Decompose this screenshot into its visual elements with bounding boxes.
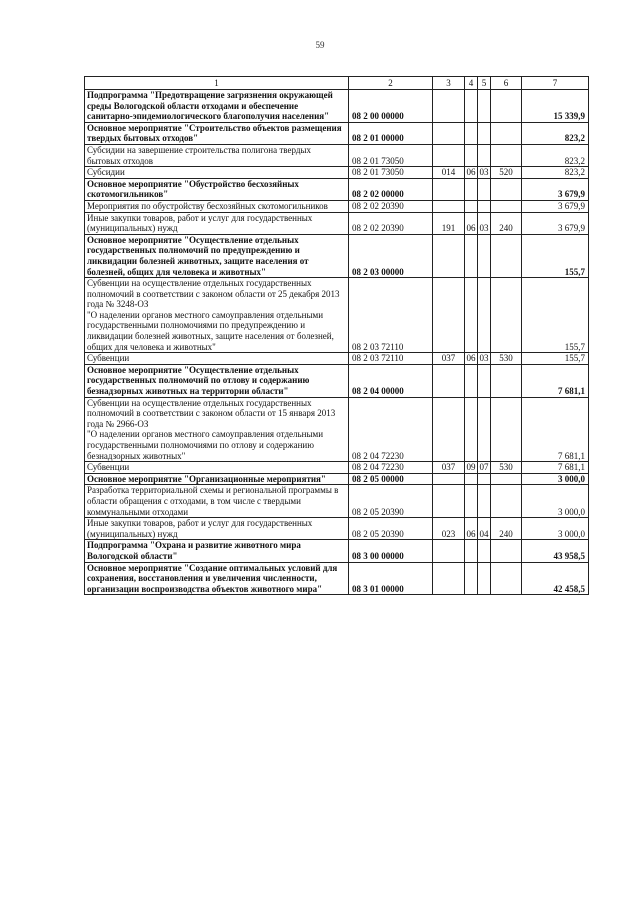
row-expense-type-cell: 530: [491, 353, 522, 365]
row-name-cell: Субвенции: [85, 353, 349, 365]
row-amount-cell: 7 681,1: [522, 397, 589, 462]
row-name-cell: Субвенции на осуществление отдельных государственных полномочий в соответствии с законом области от 15 января 2013 года № 2966-ОЗ "О наделении органов местного самоуправления отдельными государственными полномочиями по отлову и содержанию безнадзорных животных": [85, 397, 349, 462]
row-section-code-cell: [465, 278, 478, 353]
row-csr-code-cell: 08 2 01 00000: [349, 122, 433, 144]
row-name-cell: Основное мероприятие "Создание оптимальных условий для сохранения, восстановления и увеличения численности, организации воспроизводства объектов животного мира": [85, 562, 349, 595]
row-subsection-code-cell: [478, 144, 491, 166]
row-csr-code-cell: 08 2 05 20390: [349, 485, 433, 518]
row-subsection-code-cell: 03: [479, 167, 489, 178]
row-grbs-code-cell: [433, 540, 465, 562]
row-amount-cell: 43 958,5: [522, 540, 589, 562]
row-name-cell: Субвенции: [85, 462, 349, 474]
row-section-code-cell: [465, 122, 478, 144]
row-section-code-cell: [465, 473, 478, 485]
row-section-code-cell: [465, 562, 478, 595]
table-row: [85, 278, 589, 353]
row-name-cell: Основное мероприятие "Осуществление отдельных государственных полномочий по предупреждению и ликвидации болезней животных, защите населения от болезней, общих для человека и животных": [85, 234, 349, 277]
header-cell-7: 7: [522, 77, 589, 90]
row-expense-type-cell: [491, 540, 522, 562]
row-name-cell: Субсидии на завершение строительства полигона твердых бытовых отходов: [85, 144, 349, 166]
table-row: [85, 540, 589, 562]
row-expense-type-cell: 240: [491, 212, 522, 234]
table-row: [85, 212, 589, 234]
table-row: [85, 178, 589, 200]
row-grbs-code-cell: [433, 397, 465, 462]
header-cell-4: 4: [465, 77, 478, 90]
row-expense-type-cell: [491, 397, 522, 462]
row-subsection-code-cell: 03: [478, 212, 491, 234]
page-number: 59: [315, 40, 325, 50]
header-cell-6: 6: [491, 77, 522, 90]
row-csr-code-cell: 08 2 04 00000: [349, 364, 433, 397]
row-subsection-code-cell: 04: [478, 518, 491, 540]
row-csr-code-cell: 08 2 02 20390: [349, 212, 433, 234]
row-amount-cell: 823,2: [522, 144, 589, 166]
row-grbs-code-cell: [433, 562, 465, 595]
row-name-cell: Иные закупки товаров, работ и услуг для государственных (муниципальных) нужд: [85, 212, 349, 234]
row-section-code-cell: [465, 397, 478, 462]
row-amount-cell: 155,7: [522, 278, 589, 353]
row-subsection-code-cell: [478, 562, 491, 595]
table-row: [85, 485, 589, 518]
row-section-code-cell: 06: [465, 518, 478, 540]
row-section-code-cell: [465, 364, 478, 397]
row-name-cell: Разработка территориальной схемы и региональной программы в области обращения с отходами, в том числе с твердыми коммунальными отходами: [85, 485, 349, 518]
row-expense-type-cell: 520: [491, 167, 522, 179]
row-expense-type-cell: [491, 144, 522, 166]
row-subsection-code-cell: [478, 122, 491, 144]
row-name-cell: Подпрограмма "Предотвращение загрязнения окружающей среды Вологодской области отходами и обеспечение санитарно-эпидемиологического благополучия населения": [85, 90, 349, 123]
row-subsection-code-cell: [478, 540, 491, 562]
row-name-cell: Иные закупки товаров, работ и услуг для государственных (муниципальных) нужд: [85, 518, 349, 540]
row-amount-cell: 3 679,9: [522, 212, 589, 234]
row-name-cell: Основное мероприятие "Строительство объектов размещения твердых бытовых отходов": [85, 122, 349, 144]
row-grbs-code-cell: [433, 122, 465, 144]
row-csr-code-cell: 08 3 00 00000: [349, 540, 433, 562]
table-row: [85, 122, 589, 144]
row-grbs-code-cell: [433, 90, 465, 123]
table-row: [85, 144, 589, 166]
row-expense-type-cell: [491, 234, 522, 277]
row-csr-code-cell: 08 2 00 00000: [349, 90, 433, 123]
row-csr-code-cell: 08 2 02 00000: [349, 178, 433, 200]
row-grbs-code-cell: [433, 364, 465, 397]
row-subsection-code-cell: [478, 90, 491, 123]
row-expense-type-cell: [491, 278, 522, 353]
row-grbs-code-cell: 037: [433, 353, 465, 365]
row-subsection-code-cell: 07: [479, 462, 489, 473]
row-subsection-code-cell: [478, 178, 491, 200]
table-row: [85, 473, 589, 485]
row-csr-code-cell: 08 2 04 72230: [349, 462, 433, 474]
row-section-code-cell: [465, 90, 478, 123]
row-name-cell: Основное мероприятие "Организационные мероприятия": [85, 473, 349, 485]
row-subsection-code-cell: [478, 473, 491, 485]
row-amount-cell: 3 000,0: [522, 518, 589, 540]
header-cell-1: 1: [85, 77, 349, 90]
row-section-code-cell: 06: [465, 212, 478, 234]
row-expense-type-cell: 530: [491, 462, 522, 474]
row-section-code-cell: [465, 200, 478, 212]
header-cell-2: 2: [349, 77, 433, 90]
row-section-code-cell: [465, 144, 478, 166]
row-expense-type-cell: 240: [491, 518, 522, 540]
row-subsection-code-cell: [478, 364, 491, 397]
row-subsection-code-cell: 03: [479, 353, 489, 364]
row-csr-code-cell: 08 2 01 73050: [349, 167, 433, 179]
row-expense-type-cell: [491, 562, 522, 595]
table-row: [85, 234, 589, 277]
row-grbs-code-cell: [433, 278, 465, 353]
row-csr-code-cell: 08 2 05 00000: [349, 473, 433, 485]
row-section-code-cell: [465, 485, 478, 518]
table-row: [85, 462, 589, 474]
row-name-cell: Субсидии: [85, 167, 349, 179]
table-row: [85, 397, 589, 462]
row-section-code-cell: [465, 234, 478, 277]
table-row: [85, 353, 589, 365]
row-csr-code-cell: 08 2 04 72230: [349, 397, 433, 462]
row-name-cell: Основное мероприятие "Осуществление отдельных государственных полномочий по отлову и содержанию безнадзорных животных на территории области": [85, 364, 349, 397]
row-csr-code-cell: 08 2 01 73050: [349, 144, 433, 166]
row-amount-cell: 823,2: [522, 167, 589, 179]
row-csr-code-cell: 08 2 03 72110: [349, 278, 433, 353]
row-amount-cell: 15 339,9: [522, 90, 589, 123]
row-name-cell: Субвенции на осуществление отдельных государственных полномочий в соответствии с законом области от 25 декабря 2013 года № 3248-ОЗ "О наделении органов местного самоуправления отдельными государственными полномочиями по предупреждению и ликвидации болезней животных, защите населения от болезней, общих для человека и животных": [85, 278, 349, 353]
row-section-code-cell: [465, 178, 478, 200]
row-csr-code-cell: 08 2 03 00000: [349, 234, 433, 277]
row-csr-code-cell: 08 3 01 00000: [349, 562, 433, 595]
row-expense-type-cell: [491, 200, 522, 212]
table-body: [85, 90, 589, 595]
table-row: [85, 167, 589, 179]
row-amount-cell: 7 681,1: [522, 364, 589, 397]
header-cell-5: 5: [478, 77, 491, 90]
row-grbs-code-cell: [433, 144, 465, 166]
row-grbs-code-cell: 014: [433, 167, 465, 179]
row-grbs-code-cell: 191: [433, 212, 465, 234]
row-grbs-code-cell: [433, 234, 465, 277]
row-amount-cell: 155,7: [522, 353, 589, 365]
row-grbs-code-cell: [433, 473, 465, 485]
row-amount-cell: 3 000,0: [522, 485, 589, 518]
row-expense-type-cell: [491, 122, 522, 144]
row-expense-type-cell: [491, 473, 522, 485]
row-subsection-code-cell: [478, 200, 491, 212]
table-row: [85, 200, 589, 212]
row-amount-cell: 3 679,9: [522, 178, 589, 200]
row-grbs-code-cell: [433, 200, 465, 212]
table-row: [85, 364, 589, 397]
row-amount-cell: 7 681,1: [522, 462, 589, 474]
row-amount-cell: 3 000,0: [522, 473, 589, 485]
row-section-code-cell: 06: [466, 167, 476, 178]
row-name-cell: Подпрограмма "Охрана и развитие животного мира Вологодской области": [85, 540, 349, 562]
row-subsection-code-cell: [478, 485, 491, 518]
row-expense-type-cell: [491, 90, 522, 123]
row-name-cell: Основное мероприятие "Обустройство бесхозяйных скотомогильников": [85, 178, 349, 200]
row-expense-type-cell: [491, 485, 522, 518]
budget-table: [84, 76, 589, 595]
row-amount-cell: 42 458,5: [522, 562, 589, 595]
row-csr-code-cell: 08 2 02 20390: [349, 200, 433, 212]
row-csr-code-cell: 08 2 03 72110: [349, 353, 433, 365]
row-subsection-code-cell: [478, 278, 491, 353]
row-expense-type-cell: [491, 364, 522, 397]
row-name-cell: Мероприятия по обустройству бесхозяйных скотомогильников: [85, 200, 349, 212]
row-subsection-code-cell: [478, 397, 491, 462]
row-subsection-code-cell: [478, 234, 491, 277]
row-csr-code-cell: 08 2 05 20390: [349, 518, 433, 540]
row-amount-cell: 155,7: [522, 234, 589, 277]
row-grbs-code-cell: 037: [433, 462, 465, 474]
header-cell-3: 3: [433, 77, 465, 90]
row-grbs-code-cell: [433, 178, 465, 200]
table-header-row: [85, 77, 589, 90]
row-amount-cell: 3 679,9: [522, 200, 589, 212]
table-row: [85, 518, 589, 540]
row-grbs-code-cell: [433, 485, 465, 518]
row-grbs-code-cell: 023: [433, 518, 465, 540]
row-section-code-cell: [465, 540, 478, 562]
row-section-code-cell: 09: [466, 462, 476, 473]
row-amount-cell: 823,2: [522, 122, 589, 144]
table-row: [85, 562, 589, 595]
row-section-code-cell: 06: [466, 353, 476, 364]
row-expense-type-cell: [491, 178, 522, 200]
table-row: [85, 90, 589, 123]
